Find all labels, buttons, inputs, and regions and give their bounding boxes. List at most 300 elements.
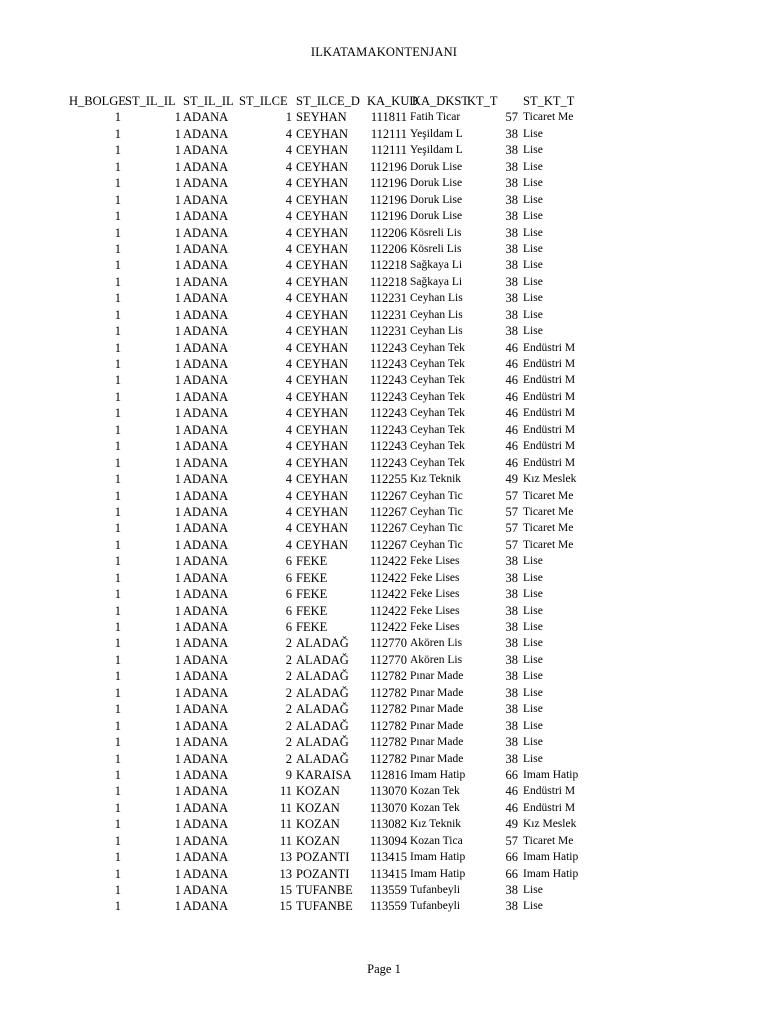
table-cell: CEYHAN	[296, 389, 349, 404]
table-cell: 1	[174, 636, 181, 651]
table-cell: 1	[174, 126, 181, 141]
table-cell: Kız Meslek	[523, 473, 577, 486]
table-cell: Lise	[523, 210, 543, 223]
table-cell: TUFANBE	[296, 883, 353, 897]
table-cell: 1	[174, 718, 181, 733]
table-cell: 38	[505, 570, 518, 585]
table-cell: 66	[505, 767, 518, 782]
table-cell: Pınar Made	[410, 703, 464, 716]
table-cell: Akören Lis	[410, 637, 463, 650]
table-cell: ADANA	[183, 669, 229, 684]
table-cell: ADANA	[183, 143, 229, 158]
table-cell: Lise	[523, 703, 543, 716]
table-cell: Doruk Lise	[410, 177, 463, 190]
table-cell: 1	[174, 899, 181, 914]
table-cell: ADANA	[183, 209, 229, 224]
table-cell: ADANA	[183, 751, 229, 766]
table-cell: ADANA	[183, 159, 229, 174]
table-cell: 1	[174, 291, 181, 306]
table-cell: 112243	[369, 406, 407, 421]
table-cell: KOZAN	[296, 784, 340, 799]
table-cell: 4	[285, 472, 292, 487]
table-cell: 1	[174, 324, 181, 339]
table-cell-value: 1	[114, 570, 121, 585]
table-cell: 1	[174, 767, 181, 782]
table-cell: Ticaret Me	[523, 505, 574, 518]
table-cell: ADANA	[183, 570, 229, 585]
table-cell: KOZAN	[296, 800, 340, 815]
table-cell: 38	[505, 225, 518, 240]
table-cell: Kız Teknik	[410, 818, 462, 831]
table-cell-value: 1	[114, 488, 121, 503]
table-cell: ADANA	[183, 800, 229, 815]
table-cell-value: 1	[114, 192, 121, 207]
table-cell: 1	[174, 800, 181, 815]
table-cell: 6	[285, 587, 292, 602]
table-cell: Ticaret Me	[523, 489, 574, 502]
table-cell: 112422	[369, 620, 407, 634]
table-cell: 4	[285, 241, 292, 256]
table-cell: 2	[285, 702, 292, 717]
table-cell: ADANA	[183, 455, 229, 470]
table-cell: Kozan Tica	[410, 834, 463, 847]
table-cell: 38	[505, 636, 518, 651]
table-cell-value: 1	[114, 209, 121, 224]
table-cell: Lise	[523, 127, 543, 140]
table-cell: 46	[505, 357, 518, 371]
table-cell: Lise	[523, 637, 543, 650]
table-cell-value: 1	[114, 751, 121, 766]
table-cell: Lise	[523, 193, 543, 206]
table-cell: Ceyhan Tek	[410, 358, 465, 370]
table-cell: Endüstri M	[523, 801, 576, 814]
table-cell: 15	[279, 883, 292, 897]
table-cell: ADANA	[183, 784, 229, 799]
table-cell-value: 1	[114, 307, 121, 322]
table-cell: 112243	[369, 422, 407, 437]
table-cell: 11	[279, 784, 292, 799]
table-cell: 57	[505, 504, 518, 519]
table-cell: CEYHAN	[296, 373, 349, 388]
table-cell: 38	[505, 176, 518, 191]
table-cell: Tufanbeyli	[410, 884, 461, 896]
table-cell: 38	[505, 159, 518, 174]
table-cell: 1	[174, 422, 181, 437]
table-cell: Lise	[523, 670, 543, 683]
table-cell: Ceyhan Tek	[410, 374, 465, 387]
table-cell: 38	[505, 126, 518, 141]
table-cell: 1	[174, 439, 181, 454]
table-cell: FEKE	[296, 587, 328, 602]
table-cell: 4	[285, 340, 292, 355]
table-cell: 4	[285, 291, 292, 306]
table-cell: 112770	[369, 636, 407, 651]
table-cell: POZANTI	[296, 850, 350, 865]
table-cell: Tufanbeyli	[410, 900, 461, 913]
table-cell: 112267	[369, 521, 407, 536]
table-cell: 112243	[369, 389, 407, 404]
table-cell: CEYHAN	[296, 307, 349, 322]
table-cell: 46	[505, 800, 518, 815]
table-cell: 9	[285, 767, 292, 782]
table-cell: Kız Meslek	[523, 818, 577, 831]
table-cell-value: 1	[114, 850, 121, 865]
table-cell: 2	[285, 652, 292, 667]
table-cell: Lise	[523, 259, 543, 272]
table-cell: Endüstri M	[523, 390, 576, 403]
table-cell: ADANA	[183, 767, 229, 782]
table-cell: 1	[174, 504, 181, 519]
table-cell: 4	[285, 143, 292, 158]
table-cell: 112196	[369, 192, 407, 207]
table-cell: 112267	[369, 488, 407, 503]
table-cell: CEYHAN	[296, 258, 349, 273]
table-cell: ALADAĞ	[296, 735, 349, 750]
table-cell-value: 1	[114, 241, 121, 256]
table-cell: ADANA	[183, 192, 229, 207]
table-cell: 1	[174, 488, 181, 503]
table-cell: 38	[505, 685, 518, 700]
table-cell: Endüstri M	[523, 407, 576, 420]
table-cell: 112111	[370, 126, 407, 141]
table-cell: Pınar Made	[410, 670, 464, 683]
table-cell-value: 1	[114, 636, 121, 651]
table-cell: 113415	[369, 850, 407, 865]
header-cell: ST_KT_T	[523, 94, 575, 108]
table-cell: Imam Hatip	[410, 768, 466, 781]
table-cell: Imam Hatip	[523, 851, 579, 864]
table-cell: CEYHAN	[296, 504, 349, 519]
table-cell: 38	[505, 735, 518, 750]
table-cell: 1	[174, 389, 181, 404]
table-cell: ADANA	[183, 110, 229, 125]
table-cell: 112782	[369, 751, 407, 766]
table-cell: ADANA	[183, 176, 229, 191]
table-cell: 1	[174, 685, 181, 700]
table-cell: 112196	[369, 176, 407, 191]
table-cell-value: 1	[114, 833, 121, 848]
table-cell: Ceyhan Lis	[410, 292, 463, 305]
table-cell: 2	[285, 636, 292, 651]
document-title: ILKATAMAKONTENJANI	[310, 45, 458, 59]
table-cell: Lise	[523, 884, 543, 896]
table-cell: ALADAĞ	[296, 718, 349, 733]
table-cell: 1	[174, 406, 181, 421]
table-cell: 113082	[369, 817, 407, 832]
table-cell: 112782	[369, 718, 407, 733]
table-cell: 1	[174, 521, 181, 536]
table-cell: 1	[174, 258, 181, 273]
table-cell: 113094	[369, 833, 407, 848]
header-cell: KA_DKST	[412, 94, 469, 108]
table-cell: 112770	[369, 652, 407, 667]
table-cell: Feke Lises	[410, 621, 460, 633]
table-cell: ADANA	[183, 307, 229, 322]
table-cell: ADANA	[183, 702, 229, 717]
table-cell: Endüstri M	[523, 374, 576, 387]
table-cell: ADANA	[183, 587, 229, 602]
table-cell: 4	[285, 258, 292, 273]
table-cell: CEYHAN	[296, 455, 349, 470]
table-cell: CEYHAN	[296, 357, 349, 371]
table-cell: 38	[505, 291, 518, 306]
table-cell: 4	[285, 209, 292, 224]
table-cell: 112267	[369, 504, 407, 519]
table-cell: 1	[174, 307, 181, 322]
table-cell: Feke Lises	[410, 555, 460, 568]
table-cell: Kösreli Lis	[410, 226, 462, 239]
table-cell: CEYHAN	[296, 340, 349, 355]
table-cell: CEYHAN	[296, 225, 349, 240]
table-cell: 1	[174, 866, 181, 881]
table-cell: 1	[174, 817, 181, 832]
table-cell: 1	[174, 669, 181, 684]
table-cell: 4	[285, 389, 292, 404]
table-cell-value: 1	[114, 702, 121, 717]
table-cell: 38	[505, 652, 518, 667]
table-cell: 1	[174, 784, 181, 799]
table-cell: 15	[279, 899, 292, 914]
table-cell: 11	[279, 833, 292, 848]
table-cell: ADANA	[183, 406, 229, 421]
table-cell-value: 1	[114, 439, 121, 454]
table-cell: 112196	[369, 209, 407, 224]
table-cell: Endüstri M	[523, 341, 576, 354]
table-cell: Ceyhan Tic	[410, 489, 463, 502]
table-cell-value: 1	[114, 784, 121, 799]
table-cell: 4	[285, 373, 292, 388]
table-cell: 38	[505, 143, 518, 158]
table-cell: 38	[505, 258, 518, 273]
table-cell: 112218	[369, 258, 407, 273]
table-cell: 6	[285, 570, 292, 585]
table-cell: 1	[174, 883, 181, 897]
table-cell: Imam Hatip	[410, 851, 466, 864]
page-number: Page 1	[367, 962, 401, 976]
table-cell-value: 1	[114, 110, 121, 125]
table-cell: 113070	[369, 800, 407, 815]
table-cell: Doruk Lise	[410, 193, 463, 206]
table-cell: 4	[285, 159, 292, 174]
table-cell: ADANA	[183, 850, 229, 865]
table-cell: 112243	[369, 455, 407, 470]
table-cell: Lise	[523, 325, 543, 338]
table-cell: Pınar Made	[410, 752, 464, 765]
table-cell: 1	[174, 274, 181, 289]
table-cell: 49	[505, 472, 518, 487]
table-cell: ADANA	[183, 685, 229, 700]
table-cell-value: 1	[114, 669, 121, 684]
table-cell: 11	[279, 800, 292, 815]
table-cell: Ticaret Me	[523, 522, 574, 535]
table-cell: 112243	[369, 340, 407, 355]
table-cell: ADANA	[183, 340, 229, 355]
table-cell: 112816	[369, 767, 407, 782]
table-cell: 57	[505, 488, 518, 503]
table-cell: 1	[174, 587, 181, 602]
table-cell: 2	[285, 669, 292, 684]
table-cell: 13	[279, 850, 292, 865]
table-cell: Endüstri M	[523, 440, 576, 453]
table-cell: Sağkaya Li	[410, 259, 463, 272]
table-cell: CEYHAN	[296, 241, 349, 256]
table-cell: ADANA	[183, 389, 229, 404]
table-cell-value: 1	[114, 274, 121, 289]
table-cell: 4	[285, 126, 292, 141]
table-cell: 112422	[369, 570, 407, 585]
table-cell: Ceyhan Tek	[410, 407, 465, 420]
table-cell: 38	[505, 554, 518, 569]
table-cell: 1	[174, 735, 181, 750]
table-cell-value: 1	[114, 258, 121, 273]
table-cell: 4	[285, 324, 292, 339]
table-cell: 1	[174, 143, 181, 158]
table-cell: 57	[505, 833, 518, 848]
table-cell: Ceyhan Tic	[410, 538, 463, 551]
table-cell: 1	[174, 603, 181, 618]
table-cell: CEYHAN	[296, 439, 349, 454]
table-cell: 46	[505, 784, 518, 799]
table-cell: 1	[174, 554, 181, 569]
table-cell: ADANA	[183, 357, 229, 371]
table-cell: 113559	[369, 883, 407, 897]
header-cell: ST_ILCE	[239, 94, 288, 108]
table-cell: 57	[505, 537, 518, 552]
table-cell: 38	[505, 192, 518, 207]
table-cell: FEKE	[296, 603, 328, 618]
table-cell-value: 1	[114, 603, 121, 618]
table-cell: 13	[279, 866, 292, 881]
table-cell: 66	[505, 850, 518, 865]
table-cell: ADANA	[183, 439, 229, 454]
table-cell-value: 1	[114, 504, 121, 519]
table-cell: 1	[174, 340, 181, 355]
table-cell: Ticaret Me	[523, 834, 574, 847]
table-cell: Lise	[523, 686, 543, 699]
table-cell: 112111	[370, 143, 407, 158]
table-cell: Feke Lises	[410, 588, 460, 601]
table-cell: 1	[174, 751, 181, 766]
table-cell: ADANA	[183, 324, 229, 339]
table-cell-value: 1	[114, 800, 121, 815]
table-cell: 1	[174, 192, 181, 207]
table-cell: 112267	[369, 537, 407, 552]
header-cell: KA_KUD	[367, 94, 419, 108]
table-cell: 112243	[369, 439, 407, 454]
table-cell-value: 1	[114, 587, 121, 602]
table-cell: 49	[505, 817, 518, 832]
table-cell: CEYHAN	[296, 159, 349, 174]
table-cell: Ceyhan Tek	[410, 390, 465, 403]
table-cell-value: 1	[114, 817, 121, 832]
table-cell: CEYHAN	[296, 192, 349, 207]
table-cell: ADANA	[183, 636, 229, 651]
table-cell: 4	[285, 422, 292, 437]
table-cell: Lise	[523, 752, 543, 765]
table-cell: Lise	[523, 144, 543, 157]
table-cell: 4	[285, 439, 292, 454]
table-cell-value: 1	[114, 291, 121, 306]
table-cell: Feke Lises	[410, 571, 460, 584]
table-cell: CEYHAN	[296, 521, 349, 536]
table-cell: CEYHAN	[296, 291, 349, 306]
table-cell-value: 1	[114, 620, 121, 634]
header-cell: ST_IL_IL	[183, 94, 234, 108]
table-cell: Ceyhan Tic	[410, 522, 463, 535]
table-cell: Lise	[523, 736, 543, 749]
table-cell: Ceyhan Tek	[410, 456, 465, 469]
table-cell: 46	[505, 422, 518, 437]
table-cell: ADANA	[183, 291, 229, 306]
table-cell: 112206	[369, 225, 407, 240]
table-cell: Pınar Made	[410, 719, 464, 732]
table-cell: Endüstri M	[523, 456, 576, 469]
table-cell: TUFANBE	[296, 899, 353, 914]
table-cell: ADANA	[183, 883, 229, 897]
table-cell-value: 1	[114, 143, 121, 158]
table-cell-value: 1	[114, 126, 121, 141]
table-cell: Kösreli Lis	[410, 242, 462, 255]
table-cell: Fatih Ticar	[410, 111, 461, 124]
table-cell: 112243	[369, 357, 407, 371]
table-cell: ADANA	[183, 126, 229, 141]
table-cell: 38	[505, 307, 518, 322]
table-cell: SEYHAN	[296, 110, 347, 125]
table-cell-value: 1	[114, 455, 121, 470]
table-cell: 38	[505, 751, 518, 766]
table-cell: ADANA	[183, 866, 229, 881]
table-cell: 112422	[369, 603, 407, 618]
table-cell-value: 1	[114, 554, 121, 569]
table-cell: 1	[174, 833, 181, 848]
table-cell: 1	[174, 357, 181, 371]
table-cell: Lise	[523, 242, 543, 255]
table-cell: 4	[285, 488, 292, 503]
table-cell-value: 1	[114, 718, 121, 733]
table-cell: CEYHAN	[296, 274, 349, 289]
table-cell-value: 1	[114, 324, 121, 339]
table-cell: Imam Hatip	[410, 867, 466, 880]
table-cell: 4	[285, 357, 292, 371]
table-cell: Yeşildam L	[410, 144, 463, 157]
table-cell: 2	[285, 718, 292, 733]
table-cell: ALADAĞ	[296, 751, 349, 766]
table-cell: CEYHAN	[296, 488, 349, 503]
table-cell: 1	[174, 472, 181, 487]
table-cell: 1	[174, 620, 181, 634]
table-cell: ALADAĞ	[296, 685, 349, 700]
table-cell: 112196	[369, 159, 407, 174]
table-cell: 4	[285, 176, 292, 191]
table-cell: 46	[505, 340, 518, 355]
table-cell: 46	[505, 455, 518, 470]
table-cell: 2	[285, 751, 292, 766]
table-cell: 6	[285, 620, 292, 634]
table-cell: FEKE	[296, 554, 328, 569]
table-cell: 112422	[369, 554, 407, 569]
table-cell: Yeşildam L	[410, 127, 463, 140]
table-cell: Imam Hatip	[523, 768, 579, 781]
table-cell: 46	[505, 439, 518, 454]
table-cell: 112243	[369, 373, 407, 388]
table-cell: Ceyhan Tek	[410, 341, 465, 354]
table-cell-value: 1	[114, 883, 121, 897]
table-cell: Ceyhan Tek	[410, 423, 465, 436]
table-cell-value: 1	[114, 521, 121, 536]
table-cell: 1	[174, 159, 181, 174]
table-cell: ADANA	[183, 472, 229, 487]
table-cell-value: 1	[114, 422, 121, 437]
